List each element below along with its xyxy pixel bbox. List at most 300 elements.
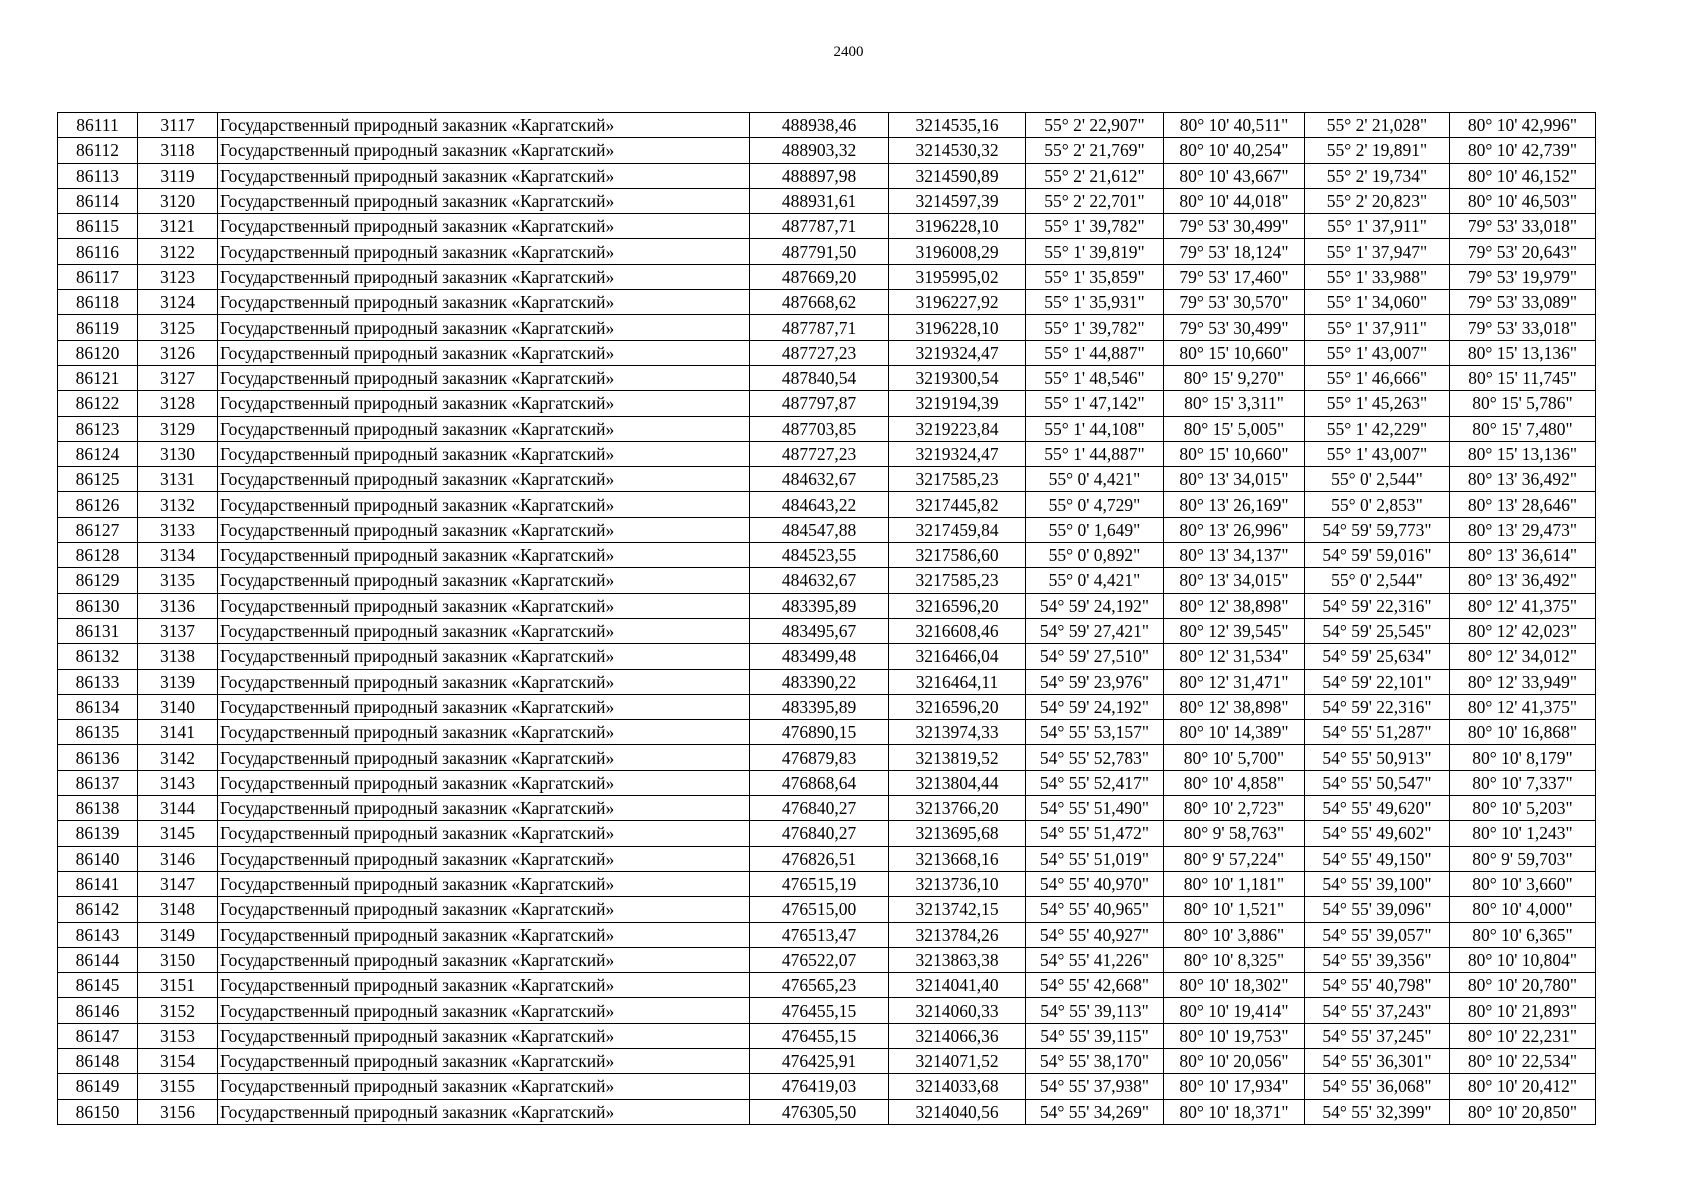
table-row (58, 796, 1596, 821)
latitude-1-cell: 54° 55' 52,417" (1026, 770, 1164, 795)
y-coordinate-cell: 3217586,60 (889, 543, 1026, 568)
point-number-cell: 3155 (138, 1074, 218, 1099)
y-coordinate-cell: 3217459,84 (889, 517, 1026, 542)
point-number-cell: 3132 (138, 492, 218, 517)
y-coordinate-cell: 3214597,39 (889, 188, 1026, 213)
row-number-cell: 86117 (58, 264, 138, 289)
latitude-2-cell: 55° 2' 20,823" (1305, 188, 1450, 213)
point-number-cell: 3139 (138, 669, 218, 694)
object-name-cell: Государственный природный заказник «Каргатский» (218, 593, 750, 618)
y-coordinate-cell: 3213974,33 (889, 720, 1026, 745)
longitude-2-cell: 80° 15' 13,136" (1450, 441, 1596, 466)
longitude-2-cell: 79° 53' 20,643" (1450, 239, 1596, 264)
longitude-2-cell: 79° 53' 19,979" (1450, 264, 1596, 289)
latitude-1-cell: 54° 55' 39,113" (1026, 998, 1164, 1023)
latitude-1-cell: 55° 1' 39,782" (1026, 214, 1164, 239)
longitude-2-cell: 80° 10' 16,868" (1450, 720, 1596, 745)
longitude-2-cell: 80° 10' 20,780" (1450, 973, 1596, 998)
x-coordinate-cell: 476455,15 (750, 1023, 889, 1048)
longitude-1-cell: 80° 10' 14,389" (1164, 720, 1305, 745)
latitude-1-cell: 55° 1' 44,887" (1026, 340, 1164, 365)
longitude-1-cell: 79° 53' 18,124" (1164, 239, 1305, 264)
longitude-1-cell: 80° 10' 2,723" (1164, 796, 1305, 821)
latitude-2-cell: 54° 55' 49,150" (1305, 846, 1450, 871)
x-coordinate-cell: 476868,64 (750, 770, 889, 795)
row-number-cell: 86123 (58, 416, 138, 441)
longitude-1-cell: 80° 10' 4,858" (1164, 770, 1305, 795)
table-row (58, 998, 1596, 1023)
latitude-1-cell: 54° 55' 39,115" (1026, 1023, 1164, 1048)
point-number-cell: 3124 (138, 290, 218, 315)
point-number-cell: 3147 (138, 871, 218, 896)
object-name-cell: Государственный природный заказник «Каргатский» (218, 745, 750, 770)
longitude-2-cell: 80° 12' 42,023" (1450, 618, 1596, 643)
longitude-1-cell: 80° 10' 5,700" (1164, 745, 1305, 770)
longitude-2-cell: 80° 10' 42,739" (1450, 138, 1596, 163)
y-coordinate-cell: 3217585,23 (889, 568, 1026, 593)
longitude-1-cell: 80° 13' 34,015" (1164, 568, 1305, 593)
latitude-2-cell: 54° 55' 36,068" (1305, 1074, 1450, 1099)
longitude-2-cell: 80° 12' 41,375" (1450, 694, 1596, 719)
latitude-2-cell: 55° 0' 2,544" (1305, 568, 1450, 593)
latitude-2-cell: 54° 55' 37,245" (1305, 1023, 1450, 1048)
row-number-cell: 86140 (58, 846, 138, 871)
longitude-1-cell: 80° 10' 18,302" (1164, 973, 1305, 998)
table-row (58, 543, 1596, 568)
latitude-1-cell: 54° 55' 34,269" (1026, 1099, 1164, 1124)
latitude-1-cell: 54° 59' 24,192" (1026, 694, 1164, 719)
longitude-2-cell: 79° 53' 33,089" (1450, 290, 1596, 315)
y-coordinate-cell: 3213695,68 (889, 821, 1026, 846)
table-row (58, 897, 1596, 922)
object-name-cell: Государственный природный заказник «Каргатский» (218, 846, 750, 871)
longitude-1-cell: 80° 10' 40,254" (1164, 138, 1305, 163)
x-coordinate-cell: 476840,27 (750, 821, 889, 846)
latitude-1-cell: 55° 0' 0,892" (1026, 543, 1164, 568)
row-number-cell: 86150 (58, 1099, 138, 1124)
longitude-1-cell: 80° 10' 44,018" (1164, 188, 1305, 213)
latitude-2-cell: 55° 1' 33,988" (1305, 264, 1450, 289)
table-row (58, 922, 1596, 947)
latitude-2-cell: 54° 55' 50,913" (1305, 745, 1450, 770)
x-coordinate-cell: 487668,62 (750, 290, 889, 315)
longitude-1-cell: 80° 12' 38,898" (1164, 694, 1305, 719)
x-coordinate-cell: 487797,87 (750, 391, 889, 416)
longitude-1-cell: 80° 15' 5,005" (1164, 416, 1305, 441)
longitude-1-cell: 80° 9' 57,224" (1164, 846, 1305, 871)
object-name-cell: Государственный природный заказник «Каргатский» (218, 1099, 750, 1124)
object-name-cell: Государственный природный заказник «Каргатский» (218, 973, 750, 998)
x-coordinate-cell: 476890,15 (750, 720, 889, 745)
y-coordinate-cell: 3214066,36 (889, 1023, 1026, 1048)
longitude-2-cell: 80° 12' 41,375" (1450, 593, 1596, 618)
longitude-2-cell: 80° 10' 20,412" (1450, 1074, 1596, 1099)
latitude-2-cell: 55° 2' 19,891" (1305, 138, 1450, 163)
object-name-cell: Государственный природный заказник «Каргатский» (218, 618, 750, 643)
point-number-cell: 3148 (138, 897, 218, 922)
latitude-2-cell: 54° 55' 49,620" (1305, 796, 1450, 821)
y-coordinate-cell: 3219194,39 (889, 391, 1026, 416)
longitude-1-cell: 80° 13' 26,169" (1164, 492, 1305, 517)
object-name-cell: Государственный природный заказник «Каргатский» (218, 138, 750, 163)
latitude-1-cell: 54° 55' 38,170" (1026, 1048, 1164, 1073)
latitude-1-cell: 55° 2' 21,769" (1026, 138, 1164, 163)
table-row (58, 163, 1596, 188)
latitude-1-cell: 54° 55' 51,019" (1026, 846, 1164, 871)
y-coordinate-cell: 3216464,11 (889, 669, 1026, 694)
longitude-2-cell: 80° 10' 21,893" (1450, 998, 1596, 1023)
object-name-cell: Государственный природный заказник «Каргатский» (218, 871, 750, 896)
longitude-1-cell: 80° 13' 26,996" (1164, 517, 1305, 542)
latitude-1-cell: 55° 2' 22,907" (1026, 113, 1164, 138)
longitude-2-cell: 80° 10' 20,850" (1450, 1099, 1596, 1124)
longitude-2-cell: 79° 53' 33,018" (1450, 214, 1596, 239)
point-number-cell: 3123 (138, 264, 218, 289)
longitude-1-cell: 80° 10' 8,325" (1164, 947, 1305, 972)
y-coordinate-cell: 3196227,92 (889, 290, 1026, 315)
longitude-1-cell: 80° 10' 19,753" (1164, 1023, 1305, 1048)
x-coordinate-cell: 476515,00 (750, 897, 889, 922)
object-name-cell: Государственный природный заказник «Каргатский» (218, 694, 750, 719)
object-name-cell: Государственный природный заказник «Каргатский» (218, 1023, 750, 1048)
object-name-cell: Государственный природный заказник «Каргатский» (218, 669, 750, 694)
object-name-cell: Государственный природный заказник «Каргатский» (218, 113, 750, 138)
y-coordinate-cell: 3213784,26 (889, 922, 1026, 947)
point-number-cell: 3134 (138, 543, 218, 568)
latitude-2-cell: 55° 0' 2,544" (1305, 467, 1450, 492)
point-number-cell: 3126 (138, 340, 218, 365)
latitude-2-cell: 54° 55' 39,057" (1305, 922, 1450, 947)
row-number-cell: 86148 (58, 1048, 138, 1073)
table-row (58, 720, 1596, 745)
row-number-cell: 86143 (58, 922, 138, 947)
latitude-2-cell: 55° 1' 43,007" (1305, 340, 1450, 365)
x-coordinate-cell: 488903,32 (750, 138, 889, 163)
point-number-cell: 3122 (138, 239, 218, 264)
latitude-2-cell: 54° 55' 40,798" (1305, 973, 1450, 998)
longitude-2-cell: 80° 13' 29,473" (1450, 517, 1596, 542)
latitude-2-cell: 54° 55' 50,547" (1305, 770, 1450, 795)
longitude-1-cell: 80° 10' 1,521" (1164, 897, 1305, 922)
latitude-1-cell: 54° 59' 27,510" (1026, 644, 1164, 669)
table-row (58, 1099, 1596, 1124)
latitude-1-cell: 54° 55' 41,226" (1026, 947, 1164, 972)
table-row (58, 517, 1596, 542)
x-coordinate-cell: 476305,50 (750, 1099, 889, 1124)
longitude-2-cell: 80° 13' 28,646" (1450, 492, 1596, 517)
row-number-cell: 86129 (58, 568, 138, 593)
object-name-cell: Государственный природный заказник «Каргатский» (218, 188, 750, 213)
table-row (58, 391, 1596, 416)
y-coordinate-cell: 3217445,82 (889, 492, 1026, 517)
row-number-cell: 86136 (58, 745, 138, 770)
x-coordinate-cell: 476513,47 (750, 922, 889, 947)
latitude-2-cell: 54° 59' 22,316" (1305, 694, 1450, 719)
object-name-cell: Государственный природный заказник «Каргатский» (218, 543, 750, 568)
longitude-1-cell: 79° 53' 30,570" (1164, 290, 1305, 315)
x-coordinate-cell: 484523,55 (750, 543, 889, 568)
y-coordinate-cell: 3213766,20 (889, 796, 1026, 821)
table-row (58, 315, 1596, 340)
y-coordinate-cell: 3216596,20 (889, 694, 1026, 719)
x-coordinate-cell: 483395,89 (750, 593, 889, 618)
longitude-1-cell: 80° 12' 38,898" (1164, 593, 1305, 618)
latitude-2-cell: 54° 59' 25,545" (1305, 618, 1450, 643)
x-coordinate-cell: 487791,50 (750, 239, 889, 264)
longitude-2-cell: 80° 13' 36,614" (1450, 543, 1596, 568)
longitude-1-cell: 80° 10' 43,667" (1164, 163, 1305, 188)
table-row (58, 871, 1596, 896)
longitude-1-cell: 80° 9' 58,763" (1164, 821, 1305, 846)
point-number-cell: 3149 (138, 922, 218, 947)
y-coordinate-cell: 3214590,89 (889, 163, 1026, 188)
longitude-2-cell: 80° 10' 46,152" (1450, 163, 1596, 188)
object-name-cell: Государственный природный заказник «Каргатский» (218, 163, 750, 188)
row-number-cell: 86141 (58, 871, 138, 896)
x-coordinate-cell: 476419,03 (750, 1074, 889, 1099)
object-name-cell: Государственный природный заказник «Каргатский» (218, 1074, 750, 1099)
y-coordinate-cell: 3214041,40 (889, 973, 1026, 998)
row-number-cell: 86135 (58, 720, 138, 745)
latitude-1-cell: 55° 0' 4,421" (1026, 467, 1164, 492)
latitude-2-cell: 55° 1' 42,229" (1305, 416, 1450, 441)
object-name-cell: Государственный природный заказник «Каргатский» (218, 290, 750, 315)
y-coordinate-cell: 3213804,44 (889, 770, 1026, 795)
point-number-cell: 3138 (138, 644, 218, 669)
latitude-2-cell: 55° 1' 37,911" (1305, 315, 1450, 340)
table-row (58, 264, 1596, 289)
table-row (58, 467, 1596, 492)
point-number-cell: 3121 (138, 214, 218, 239)
object-name-cell: Государственный природный заказник «Каргатский» (218, 770, 750, 795)
y-coordinate-cell: 3214033,68 (889, 1074, 1026, 1099)
latitude-2-cell: 54° 55' 36,301" (1305, 1048, 1450, 1073)
table-row (58, 188, 1596, 213)
table-row (58, 1023, 1596, 1048)
x-coordinate-cell: 476515,19 (750, 871, 889, 896)
y-coordinate-cell: 3213742,15 (889, 897, 1026, 922)
table-row (58, 745, 1596, 770)
latitude-1-cell: 55° 0' 4,421" (1026, 568, 1164, 593)
longitude-1-cell: 80° 12' 31,534" (1164, 644, 1305, 669)
row-number-cell: 86145 (58, 973, 138, 998)
row-number-cell: 86121 (58, 365, 138, 390)
latitude-2-cell: 54° 55' 49,602" (1305, 821, 1450, 846)
object-name-cell: Государственный природный заказник «Каргатский» (218, 315, 750, 340)
point-number-cell: 3141 (138, 720, 218, 745)
table-row (58, 290, 1596, 315)
point-number-cell: 3129 (138, 416, 218, 441)
object-name-cell: Государственный природный заказник «Каргатский» (218, 441, 750, 466)
row-number-cell: 86131 (58, 618, 138, 643)
longitude-2-cell: 80° 10' 6,365" (1450, 922, 1596, 947)
latitude-2-cell: 54° 59' 59,773" (1305, 517, 1450, 542)
x-coordinate-cell: 484632,67 (750, 568, 889, 593)
table-row (58, 214, 1596, 239)
x-coordinate-cell: 483395,89 (750, 694, 889, 719)
longitude-2-cell: 80° 9' 59,703" (1450, 846, 1596, 871)
y-coordinate-cell: 3214060,33 (889, 998, 1026, 1023)
x-coordinate-cell: 483495,67 (750, 618, 889, 643)
row-number-cell: 86128 (58, 543, 138, 568)
x-coordinate-cell: 487727,23 (750, 441, 889, 466)
y-coordinate-cell: 3214530,32 (889, 138, 1026, 163)
y-coordinate-cell: 3216596,20 (889, 593, 1026, 618)
latitude-2-cell: 55° 2' 19,734" (1305, 163, 1450, 188)
point-number-cell: 3125 (138, 315, 218, 340)
table-row (58, 618, 1596, 643)
longitude-1-cell: 80° 13' 34,137" (1164, 543, 1305, 568)
x-coordinate-cell: 488897,98 (750, 163, 889, 188)
longitude-2-cell: 80° 12' 33,949" (1450, 669, 1596, 694)
row-number-cell: 86132 (58, 644, 138, 669)
table-row (58, 1048, 1596, 1073)
table-row (58, 593, 1596, 618)
y-coordinate-cell: 3219324,47 (889, 340, 1026, 365)
latitude-1-cell: 55° 1' 39,819" (1026, 239, 1164, 264)
x-coordinate-cell: 483390,22 (750, 669, 889, 694)
latitude-1-cell: 54° 59' 23,976" (1026, 669, 1164, 694)
y-coordinate-cell: 3213668,16 (889, 846, 1026, 871)
y-coordinate-cell: 3214040,56 (889, 1099, 1026, 1124)
latitude-2-cell: 54° 59' 59,016" (1305, 543, 1450, 568)
longitude-2-cell: 80° 13' 36,492" (1450, 467, 1596, 492)
latitude-1-cell: 54° 55' 51,490" (1026, 796, 1164, 821)
longitude-1-cell: 80° 10' 20,056" (1164, 1048, 1305, 1073)
x-coordinate-cell: 476522,07 (750, 947, 889, 972)
latitude-1-cell: 54° 55' 40,970" (1026, 871, 1164, 896)
y-coordinate-cell: 3213736,10 (889, 871, 1026, 896)
table-row (58, 669, 1596, 694)
point-number-cell: 3154 (138, 1048, 218, 1073)
latitude-2-cell: 55° 1' 46,666" (1305, 365, 1450, 390)
longitude-2-cell: 80° 10' 46,503" (1450, 188, 1596, 213)
latitude-2-cell: 54° 55' 39,096" (1305, 897, 1450, 922)
longitude-1-cell: 80° 15' 10,660" (1164, 441, 1305, 466)
point-number-cell: 3145 (138, 821, 218, 846)
longitude-2-cell: 80° 10' 7,337" (1450, 770, 1596, 795)
row-number-cell: 86122 (58, 391, 138, 416)
object-name-cell: Государственный природный заказник «Каргатский» (218, 644, 750, 669)
object-name-cell: Государственный природный заказник «Каргатский» (218, 897, 750, 922)
row-number-cell: 86118 (58, 290, 138, 315)
longitude-2-cell: 80° 10' 4,000" (1450, 897, 1596, 922)
row-number-cell: 86125 (58, 467, 138, 492)
x-coordinate-cell: 476425,91 (750, 1048, 889, 1073)
row-number-cell: 86142 (58, 897, 138, 922)
longitude-1-cell: 80° 10' 1,181" (1164, 871, 1305, 896)
latitude-2-cell: 54° 55' 32,399" (1305, 1099, 1450, 1124)
table-row (58, 1074, 1596, 1099)
row-number-cell: 86111 (58, 113, 138, 138)
page-number: 2400 (833, 44, 864, 60)
table-row (58, 644, 1596, 669)
longitude-1-cell: 80° 15' 10,660" (1164, 340, 1305, 365)
row-number-cell: 86137 (58, 770, 138, 795)
longitude-2-cell: 80° 15' 5,786" (1450, 391, 1596, 416)
latitude-2-cell: 55° 2' 21,028" (1305, 113, 1450, 138)
longitude-1-cell: 80° 13' 34,015" (1164, 467, 1305, 492)
latitude-2-cell: 54° 55' 39,100" (1305, 871, 1450, 896)
object-name-cell: Государственный природный заказник «Каргатский» (218, 922, 750, 947)
latitude-1-cell: 55° 2' 21,612" (1026, 163, 1164, 188)
x-coordinate-cell: 483499,48 (750, 644, 889, 669)
point-number-cell: 3136 (138, 593, 218, 618)
point-number-cell: 3131 (138, 467, 218, 492)
row-number-cell: 86113 (58, 163, 138, 188)
y-coordinate-cell: 3196228,10 (889, 315, 1026, 340)
y-coordinate-cell: 3219223,84 (889, 416, 1026, 441)
latitude-1-cell: 55° 1' 44,108" (1026, 416, 1164, 441)
latitude-2-cell: 54° 55' 39,356" (1305, 947, 1450, 972)
row-number-cell: 86127 (58, 517, 138, 542)
latitude-1-cell: 54° 55' 37,938" (1026, 1074, 1164, 1099)
x-coordinate-cell: 487840,54 (750, 365, 889, 390)
longitude-1-cell: 80° 12' 31,471" (1164, 669, 1305, 694)
object-name-cell: Государственный природный заказник «Каргатский» (218, 340, 750, 365)
x-coordinate-cell: 487727,23 (750, 340, 889, 365)
longitude-2-cell: 80° 15' 13,136" (1450, 340, 1596, 365)
y-coordinate-cell: 3196228,10 (889, 214, 1026, 239)
longitude-2-cell: 80° 10' 1,243" (1450, 821, 1596, 846)
latitude-2-cell: 55° 1' 43,007" (1305, 441, 1450, 466)
table-row (58, 340, 1596, 365)
latitude-1-cell: 54° 59' 27,421" (1026, 618, 1164, 643)
x-coordinate-cell: 487669,20 (750, 264, 889, 289)
table-row (58, 441, 1596, 466)
table-body (58, 113, 1596, 1125)
latitude-1-cell: 55° 1' 35,931" (1026, 290, 1164, 315)
x-coordinate-cell: 487787,71 (750, 315, 889, 340)
object-name-cell: Государственный природный заказник «Каргатский» (218, 796, 750, 821)
longitude-1-cell: 80° 15' 3,311" (1164, 391, 1305, 416)
longitude-1-cell: 79° 53' 17,460" (1164, 264, 1305, 289)
longitude-2-cell: 80° 15' 11,745" (1450, 365, 1596, 390)
latitude-2-cell: 55° 1' 37,947" (1305, 239, 1450, 264)
row-number-cell: 86133 (58, 669, 138, 694)
x-coordinate-cell: 476840,27 (750, 796, 889, 821)
longitude-1-cell: 79° 53' 30,499" (1164, 214, 1305, 239)
x-coordinate-cell: 487703,85 (750, 416, 889, 441)
object-name-cell: Государственный природный заказник «Каргатский» (218, 391, 750, 416)
longitude-2-cell: 79° 53' 33,018" (1450, 315, 1596, 340)
latitude-2-cell: 54° 55' 51,287" (1305, 720, 1450, 745)
row-number-cell: 86116 (58, 239, 138, 264)
point-number-cell: 3153 (138, 1023, 218, 1048)
object-name-cell: Государственный природный заказник «Каргатский» (218, 998, 750, 1023)
table-row (58, 821, 1596, 846)
object-name-cell: Государственный природный заказник «Каргатский» (218, 1048, 750, 1073)
table-row (58, 492, 1596, 517)
row-number-cell: 86114 (58, 188, 138, 213)
object-name-cell: Государственный природный заказник «Каргатский» (218, 416, 750, 441)
row-number-cell: 86138 (58, 796, 138, 821)
longitude-2-cell: 80° 10' 22,534" (1450, 1048, 1596, 1073)
point-number-cell: 3118 (138, 138, 218, 163)
row-number-cell: 86115 (58, 214, 138, 239)
object-name-cell: Государственный природный заказник «Каргатский» (218, 947, 750, 972)
latitude-1-cell: 55° 1' 48,546" (1026, 365, 1164, 390)
longitude-1-cell: 80° 10' 17,934" (1164, 1074, 1305, 1099)
latitude-2-cell: 54° 55' 37,243" (1305, 998, 1450, 1023)
row-number-cell: 86124 (58, 441, 138, 466)
object-name-cell: Государственный природный заказник «Каргатский» (218, 492, 750, 517)
point-number-cell: 3156 (138, 1099, 218, 1124)
latitude-2-cell: 54° 59' 22,101" (1305, 669, 1450, 694)
point-number-cell: 3117 (138, 113, 218, 138)
table-row (58, 113, 1596, 138)
point-number-cell: 3127 (138, 365, 218, 390)
